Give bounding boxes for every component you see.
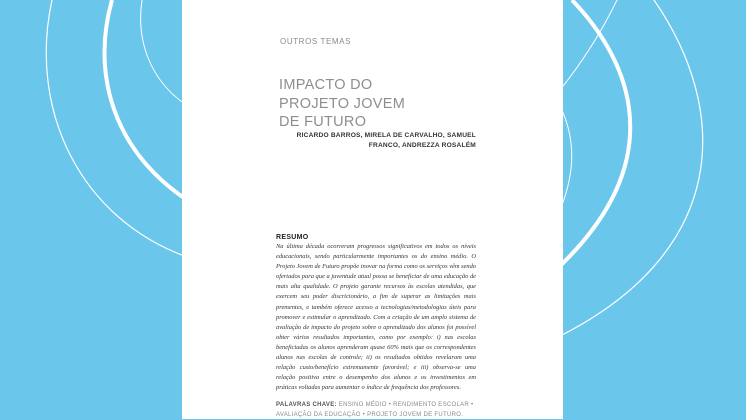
keywords <box>276 400 486 420</box>
abstract-section <box>276 234 476 393</box>
left-thin-outer-arc <box>46 0 190 258</box>
title-line: IMPACTO DO <box>279 77 373 93</box>
title-line: PROJETO JOVEM <box>279 95 406 112</box>
section-label: OUTROS TEMAS <box>280 37 352 46</box>
document-page <box>182 0 563 419</box>
right-thin-inner-arc <box>562 110 572 205</box>
left-thin-inner-arc <box>141 0 185 104</box>
authors <box>256 131 476 151</box>
keywords-text: ENSINO MÉDIO • RENDIMENTO ESCOLAR • AVALIAÇÃO DA EDUCAÇÃO • PROJETO JOVEM DE FUTURO. <box>276 402 474 418</box>
left-thick-arc <box>104 0 190 202</box>
abstract-heading: RESUMO <box>276 234 309 241</box>
article-title <box>279 76 479 132</box>
right-thin-outer-arc <box>560 0 703 336</box>
title-line: DE FUTURO <box>279 114 367 130</box>
authors-line: RICARDO BARROS, MIRELA DE CARVALHO, SAMUEL <box>296 132 476 139</box>
authors-line: FRANCO, ANDREZZA ROSALÉM <box>368 142 476 149</box>
abstract-body: Na última década ocorreram progressos significativos em todos os níveis educacionais, sendo particularmente importantes os do ensino médio. O Projeto Jovem de Futuro propõe inovar na forma como os serviços vêm sendo ofertados para que a juventude atual possa se beneficiar de uma educação de mais alta qualidade. O projeto garante recursos às escolas atendidas, que exercem seu poder discricionário, a fim de superar as limitações mais prementes, e também oferece acesso a tecnologias/metodologias úteis para promover e estimular o aprendizado. Com a criação de um amplo sistema de avaliação de impacto do projeto sobre o aprendizado dos alunos foi possível obter vários resultados importantes, como por exemplo: i) nas escolas beneficiadas os alunos aprenderam quase 60% mais que os correspondentes alunos nas escolas de controle; ii) os resultados obtidos revelaram uma relação custo/benefício extremamente favorável; e iii) observa-se uma relação positiva entre o desempenho dos alunos e os investimentos em práticas voltadas para aumentar o índice de frequência dos professores. <box>276 243 476 392</box>
keywords-label: PALAVRAS CHAVE: <box>276 402 337 408</box>
